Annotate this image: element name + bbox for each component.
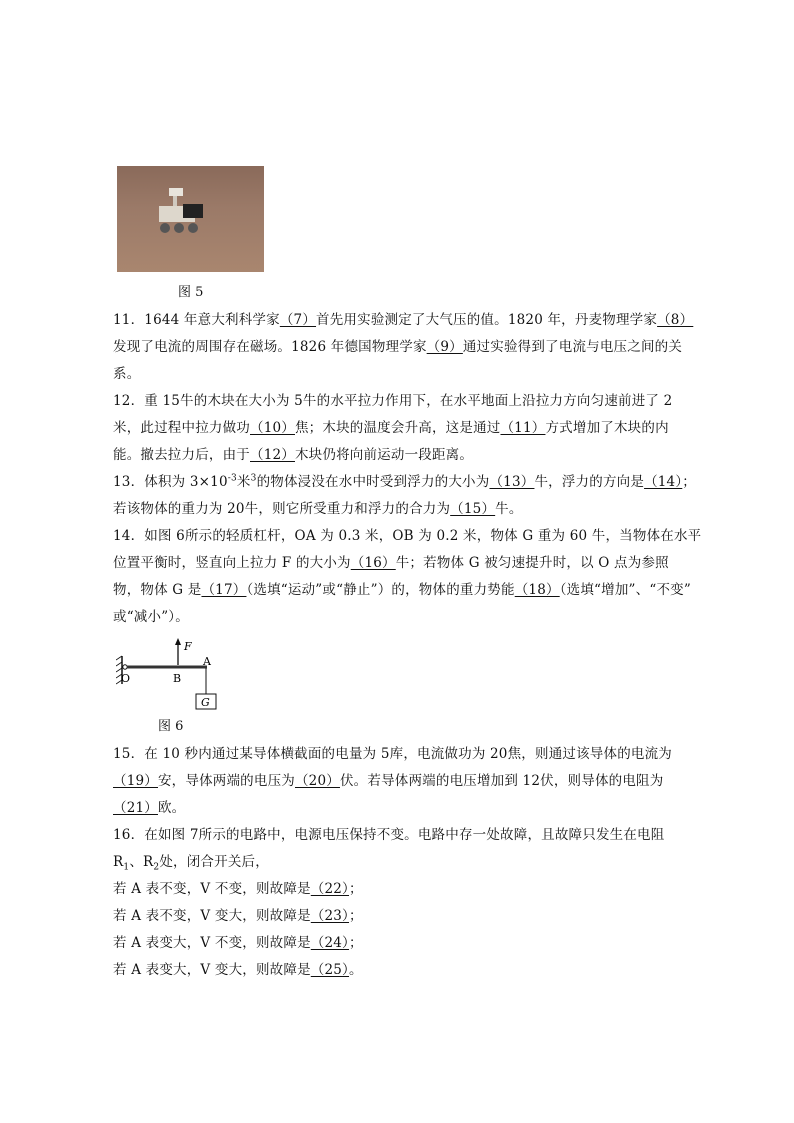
q14-line1: 14．如图 6所示的轻质杠杆，OA 为 0.3 米，OB 为 0.2 米，物体 G 重为 60 牛，当物体在水平 bbox=[113, 528, 702, 544]
q15-line1: 15．在 10 秒内通过某导体横截面的电量为 5库，电流做功为 20焦，则通过该导体的电流为 bbox=[113, 746, 672, 762]
q14-line3: 物，物体 G 是（17）（选填“运动”或“静止”）的，物体的重力势能（18）（选填“增加”、“不变” bbox=[113, 582, 691, 598]
force-f-arrowhead bbox=[175, 638, 181, 645]
figure-6-lever-diagram bbox=[116, 636, 226, 716]
q15-line3: （21）欧。 bbox=[113, 800, 186, 816]
q13-line1: 13．体积为 $3\times 10^{-3}$米$^3$的物体浸没在水中时受到浮力的大小为（13）牛，浮力的方向是（14）； bbox=[113, 473, 696, 490]
label-g: G bbox=[201, 696, 210, 709]
q14-line2: 位置平衡时，竖直向上拉力 F 的大小为（16）牛；若物体 G 被匀速提升时，以 O 点为参照 bbox=[113, 555, 669, 571]
rover-image bbox=[155, 184, 203, 236]
figure-5-photo bbox=[117, 166, 264, 272]
q16-case3: 若 A 表变大，V 不变，则故障是（24）； bbox=[113, 935, 363, 951]
label-a: A bbox=[203, 655, 211, 668]
q11-line2: 发现了电流的周围存在磁场。1826 年德国物理学家（9）通过实验得到了电流与电压之间的关 bbox=[113, 339, 683, 355]
q12-line2: 米，此过程中拉力做功（10）焦；木块的温度会升高，这是通过（11）方式增加了木块的内 bbox=[113, 420, 669, 436]
label-f: F bbox=[184, 640, 192, 653]
figure-5-caption: 图 5 bbox=[178, 285, 204, 300]
q16-case2: 若 A 表不变，V 变大，则故障是（23）； bbox=[113, 908, 363, 924]
q14-line4: 或“减小”）。 bbox=[113, 609, 189, 625]
label-o: O bbox=[121, 672, 131, 685]
pivot-o bbox=[123, 665, 127, 669]
q16-line2: $R_1$、$R_2$处，闭合开关后， bbox=[113, 854, 269, 873]
label-b: B bbox=[173, 672, 182, 685]
q16-case1: 若 A 表不变，V 不变，则故障是（22）； bbox=[113, 881, 363, 897]
q11-line3: 系。 bbox=[113, 366, 141, 382]
q15-line2: （19）安，导体两端的电压为（20）伏。若导体两端的电压增加到 12伏，则导体的电阻为 bbox=[113, 773, 664, 789]
q16-case4: 若 A 表变大，V 变大，则故障是（25）。 bbox=[113, 962, 363, 978]
q11-line1: 11．1644 年意大利科学家（7）首先用实验测定了大气压的值。1820 年，丹麦物理学家（8） bbox=[113, 312, 694, 328]
q13-line2: 若该物体的重力为 20牛，则它所受重力和浮力的合力为（15）牛。 bbox=[113, 501, 523, 517]
figure-6-caption: 图 6 bbox=[158, 719, 184, 734]
lever-bar bbox=[127, 666, 207, 669]
q16-line1: 16．在如图 7所示的电路中，电源电压保持不变。电路中存一处故障，且故障只发生在电阻 bbox=[113, 827, 665, 843]
q12-line1: 12．重 15牛的木块在大小为 5牛的水平拉力作用下，在水平地面上沿拉力方向匀速前进了 2 bbox=[113, 393, 673, 409]
q12-line3: 能。撤去拉力后，由于（12）木块仍将向前运动一段距离。 bbox=[113, 447, 474, 463]
